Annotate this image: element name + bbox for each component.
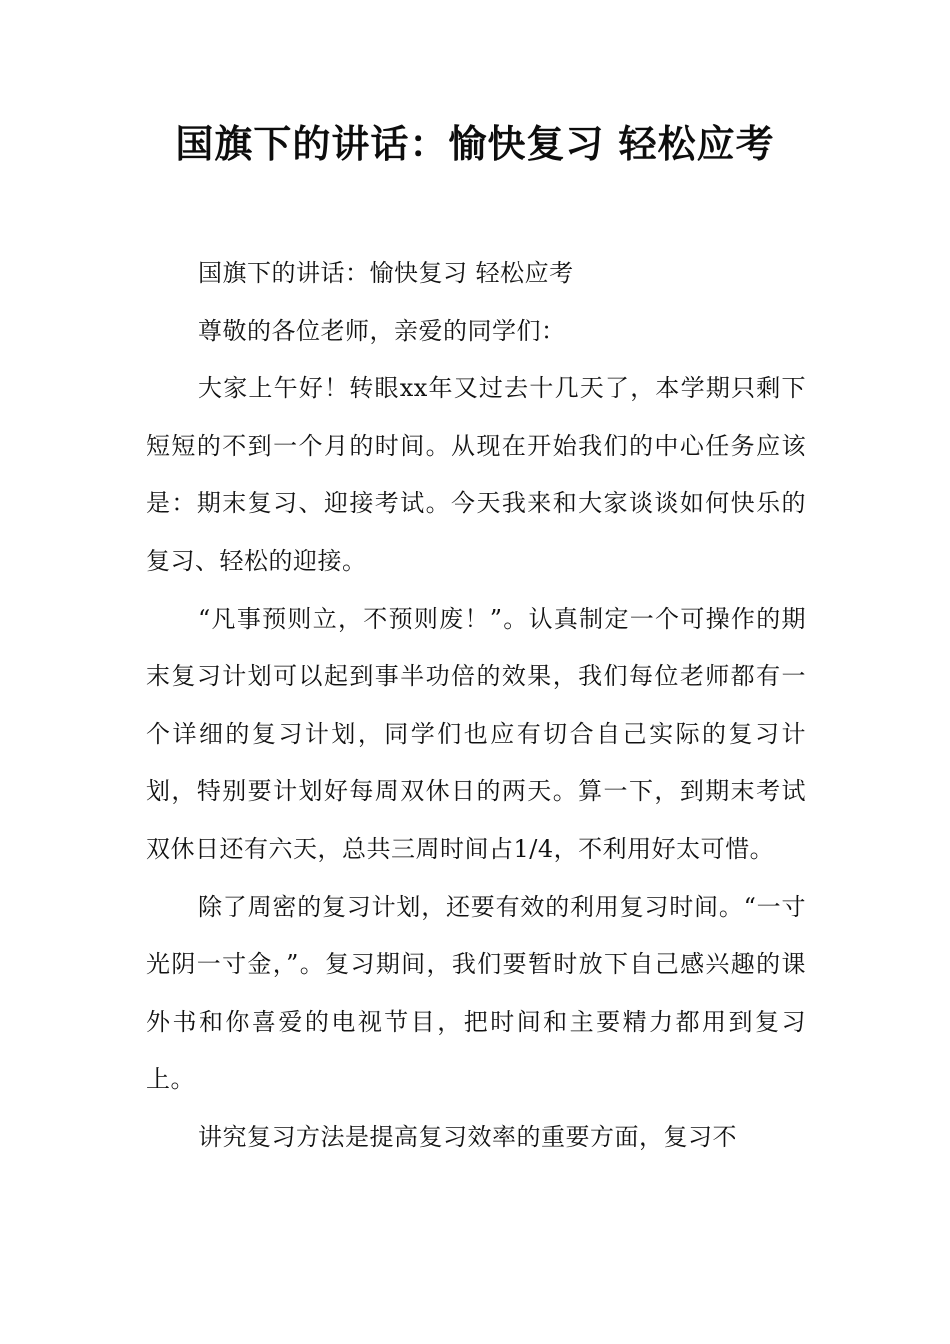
paragraph-opening: 大家上午好！转眼xx年又过去十几天了，本学期只剩下短短的不到一个月的时间。从现在开始我们的中心任务应该是：期末复习、迎接考试。今天我来和大家谈谈如何快乐的复习、轻松的迎接。 xyxy=(146,374,806,575)
document-body xyxy=(146,245,806,1167)
paragraph-method: 讲究复习方法是提高复习效率的重要方面，复习不 xyxy=(198,1122,737,1151)
paragraph-subtitle: 国旗下的讲话：愉快复习 轻松应考 xyxy=(198,259,574,287)
document-title: 国旗下的讲话：愉快复习 轻松应考 xyxy=(175,122,775,166)
paragraph-time: 除了周密的复习计划，还要有效的利用复习时间。“一寸光阴一寸金，”。复习期间，我们要暂时放下自己感兴趣的课外书和你喜爱的电视节目，把时间和主要精力都用到复习上。 xyxy=(146,892,806,1094)
paragraph-plan: “凡事预则立，不预则废！”。认真制定一个可操作的期末复习计划可以起到事半功倍的效果，我们每位老师都有一个详细的复习计划，同学们也应有切合自己实际的复习计划，特别要计划好每周双休日的两天。算一下，到期末考试双休日还有六天，总共三周时间占1/4，不利用好太可惜。 xyxy=(146,604,806,863)
paragraph-greeting: 尊敬的各位老师，亲爱的同学们： xyxy=(198,316,566,345)
